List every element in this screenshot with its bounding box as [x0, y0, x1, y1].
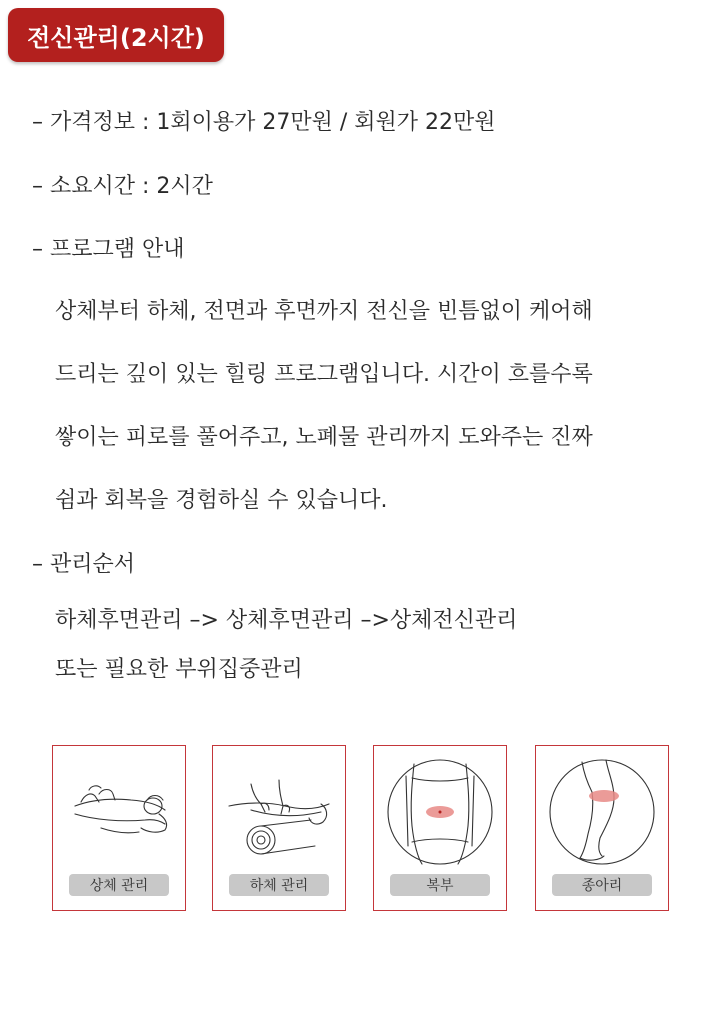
card-label: 하체 관리	[229, 874, 329, 896]
card-abdomen	[373, 745, 507, 911]
card-lower-body	[212, 745, 346, 911]
abdomen-icon	[382, 754, 498, 870]
program-desc-line: 드리는 깊이 있는 힐링 프로그램입니다. 시간이 흐를수록	[55, 362, 593, 387]
duration-info: – 소요시간 : 2시간	[32, 174, 213, 199]
program-desc-line: 쌓이는 피로를 풀어주고, 노폐물 관리까지 도와주는 진짜	[55, 425, 593, 450]
price-info: – 가격정보 : 1회이용가 27만원 / 회원가 22만원	[32, 110, 496, 135]
order-line: 하체후면관리 –> 상체후면관리 –>상체전신관리	[55, 608, 518, 633]
card-label: 상체 관리	[69, 874, 169, 896]
card-label: 종아리	[552, 874, 652, 896]
program-desc-line: 상체부터 하체, 전면과 후면까지 전신을 빈틈없이 케어해	[55, 299, 593, 324]
page-title: 전신관리(2시간)	[27, 23, 205, 52]
calf-icon	[544, 754, 660, 870]
order-line: 또는 필요한 부위집중관리	[55, 657, 303, 682]
lower-body-massage-icon	[221, 754, 337, 870]
upper-body-massage-icon	[61, 754, 177, 870]
order-heading: – 관리순서	[32, 552, 136, 577]
page-title-badge	[8, 8, 224, 62]
card-label: 복부	[390, 874, 490, 896]
card-calf	[535, 745, 669, 911]
program-desc-line: 쉼과 회복을 경험하실 수 있습니다.	[55, 488, 388, 513]
card-upper-body	[52, 745, 186, 911]
program-heading: – 프로그램 안내	[32, 237, 185, 262]
